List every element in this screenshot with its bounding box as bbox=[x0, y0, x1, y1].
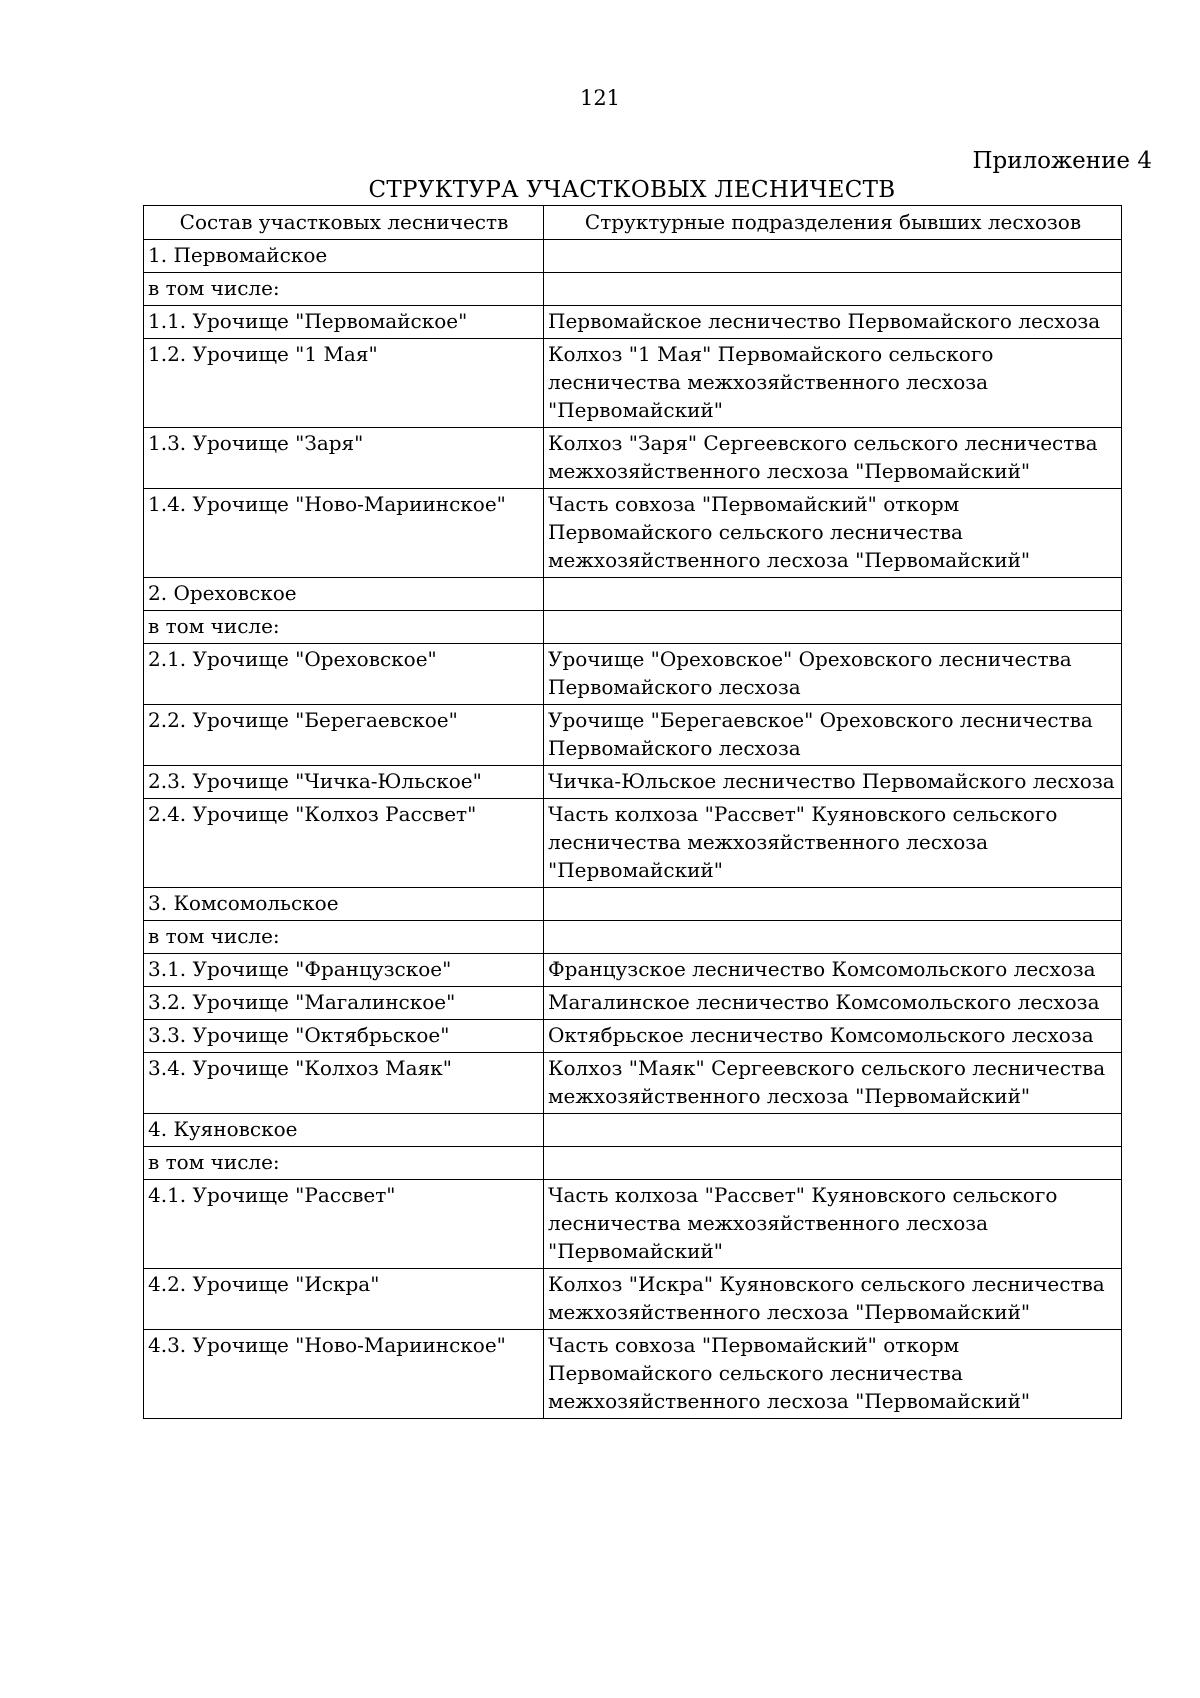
table-row bbox=[144, 339, 1122, 428]
cell-former-division: Урочище "Берегаевское" Ореховского лесничества Первомайского лесхоза bbox=[544, 705, 1122, 766]
table-row bbox=[144, 428, 1122, 489]
cell-forestry: 1.4. Урочище "Ново-Мариинское" bbox=[144, 489, 544, 578]
cell-former-division: Часть колхоза "Рассвет" Куяновского сельского лесничества межхозяйственного лесхоза "Первомайский" bbox=[544, 1180, 1122, 1269]
cell-former-division: Часть колхоза "Рассвет" Куяновского сельского лесничества межхозяйственного лесхоза "Первомайский" bbox=[544, 799, 1122, 888]
cell-former-division bbox=[544, 578, 1122, 611]
table-row bbox=[144, 240, 1122, 273]
cell-forestry: 3. Комсомольское bbox=[144, 888, 544, 921]
table-row bbox=[144, 1180, 1122, 1269]
table-row bbox=[144, 1147, 1122, 1180]
table-row bbox=[144, 766, 1122, 799]
cell-former-division: Октябрьское лесничество Комсомольского лесхоза bbox=[544, 1020, 1122, 1053]
cell-forestry: 4. Куяновское bbox=[144, 1114, 544, 1147]
cell-forestry: 2. Ореховское bbox=[144, 578, 544, 611]
cell-forestry: 4.2. Урочище "Искра" bbox=[144, 1269, 544, 1330]
table-header bbox=[144, 206, 1122, 240]
cell-former-division: Часть совхоза "Первомайский" откорм Первомайского сельского лесничества межхозяйственного лесхоза "Первомайский" bbox=[544, 1330, 1122, 1419]
cell-forestry: в том числе: bbox=[144, 1147, 544, 1180]
table-row bbox=[144, 578, 1122, 611]
table-row bbox=[144, 1114, 1122, 1147]
cell-forestry: 2.3. Урочище "Чичка-Юльское" bbox=[144, 766, 544, 799]
table-row bbox=[144, 644, 1122, 705]
table-row bbox=[144, 306, 1122, 339]
table-row bbox=[144, 611, 1122, 644]
cell-forestry: 1.3. Урочище "Заря" bbox=[144, 428, 544, 489]
cell-forestry: 1.1. Урочище "Первомайское" bbox=[144, 306, 544, 339]
column-header-composition: Состав участковых лесничеств bbox=[144, 206, 544, 240]
cell-forestry: 4.1. Урочище "Рассвет" bbox=[144, 1180, 544, 1269]
table-row bbox=[144, 705, 1122, 766]
table-body bbox=[144, 240, 1122, 1419]
appendix-label: Приложение 4 bbox=[972, 148, 1152, 174]
cell-former-division: Колхоз "Искра" Куяновского сельского лесничества межхозяйственного лесхоза "Первомайский" bbox=[544, 1269, 1122, 1330]
page-number: 121 bbox=[579, 86, 621, 110]
cell-former-division bbox=[544, 611, 1122, 644]
cell-forestry: в том числе: bbox=[144, 921, 544, 954]
cell-forestry: 3.1. Урочище "Французское" bbox=[144, 954, 544, 987]
cell-former-division bbox=[544, 240, 1122, 273]
cell-forestry: 1.2. Урочище "1 Мая" bbox=[144, 339, 544, 428]
cell-forestry: в том числе: bbox=[144, 611, 544, 644]
table-row bbox=[144, 1269, 1122, 1330]
table-row bbox=[144, 1020, 1122, 1053]
cell-former-division: Часть совхоза "Первомайский" откорм Первомайского сельского лесничества межхозяйственного лесхоза "Первомайский" bbox=[544, 489, 1122, 578]
cell-forestry: в том числе: bbox=[144, 273, 544, 306]
document-title: СТРУКТУРА УЧАСТКОВЫХ ЛЕСНИЧЕСТВ bbox=[368, 177, 896, 203]
table-row bbox=[144, 489, 1122, 578]
cell-former-division bbox=[544, 888, 1122, 921]
cell-former-division bbox=[544, 1147, 1122, 1180]
cell-former-division: Первомайское лесничество Первомайского лесхоза bbox=[544, 306, 1122, 339]
cell-forestry: 2.4. Урочище "Колхоз Рассвет" bbox=[144, 799, 544, 888]
cell-forestry: 3.4. Урочище "Колхоз Маяк" bbox=[144, 1053, 544, 1114]
cell-former-division: Урочище "Ореховское" Ореховского лесничества Первомайского лесхоза bbox=[544, 644, 1122, 705]
cell-former-division bbox=[544, 1114, 1122, 1147]
forestry-structure-table bbox=[143, 205, 1122, 1419]
table-row bbox=[144, 1330, 1122, 1419]
table-row bbox=[144, 888, 1122, 921]
table-row bbox=[144, 921, 1122, 954]
cell-forestry: 3.2. Урочище "Магалинское" bbox=[144, 987, 544, 1020]
cell-forestry: 3.3. Урочище "Октябрьское" bbox=[144, 1020, 544, 1053]
table-row bbox=[144, 799, 1122, 888]
cell-former-division: Французское лесничество Комсомольского лесхоза bbox=[544, 954, 1122, 987]
column-header-divisions: Структурные подразделения бывших лесхозов bbox=[544, 206, 1122, 240]
cell-forestry: 2.1. Урочище "Ореховское" bbox=[144, 644, 544, 705]
cell-former-division: Колхоз "Маяк" Сергеевского сельского лесничества межхозяйственного лесхоза "Первомайский" bbox=[544, 1053, 1122, 1114]
cell-forestry: 2.2. Урочище "Берегаевское" bbox=[144, 705, 544, 766]
cell-former-division bbox=[544, 273, 1122, 306]
header-row bbox=[144, 206, 1122, 240]
cell-former-division: Чичка-Юльское лесничество Первомайского лесхоза bbox=[544, 766, 1122, 799]
table-row bbox=[144, 987, 1122, 1020]
cell-former-division bbox=[544, 921, 1122, 954]
cell-former-division: Магалинское лесничество Комсомольского лесхоза bbox=[544, 987, 1122, 1020]
table-row bbox=[144, 273, 1122, 306]
cell-former-division: Колхоз "Заря" Сергеевского сельского лесничества межхозяйственного лесхоза "Первомайский" bbox=[544, 428, 1122, 489]
cell-forestry: 4.3. Урочище "Ново-Мариинское" bbox=[144, 1330, 544, 1419]
table-row bbox=[144, 1053, 1122, 1114]
table-row bbox=[144, 954, 1122, 987]
cell-forestry: 1. Первомайское bbox=[144, 240, 544, 273]
cell-former-division: Колхоз "1 Мая" Первомайского сельского лесничества межхозяйственного лесхоза "Первомайский" bbox=[544, 339, 1122, 428]
